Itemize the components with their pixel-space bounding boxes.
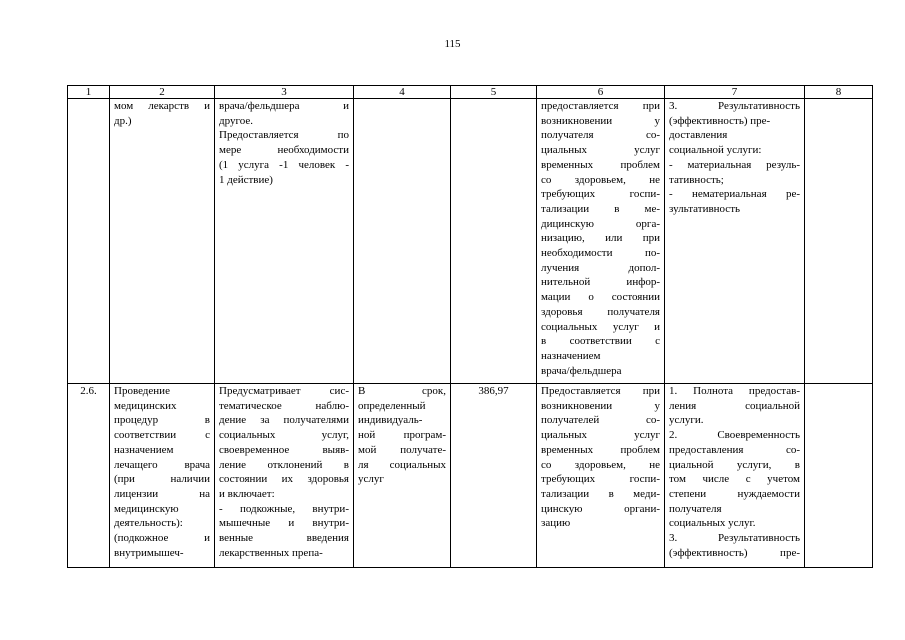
text-line: 2. Своевременность — [669, 429, 800, 442]
column-number: 1 — [68, 86, 110, 99]
text-line: 3. Результативность — [669, 100, 800, 112]
text-line: лицензии на — [114, 487, 210, 500]
text-line: лучения допол- — [541, 261, 660, 274]
text-line: внутримышеч- — [114, 546, 184, 559]
text-line: тализации в меди- — [541, 487, 660, 500]
text-line: услуг — [358, 473, 384, 486]
row-number-cell: 2.6. — [68, 384, 110, 568]
text-line: (при наличии — [114, 473, 210, 486]
column-number: 8 — [805, 86, 873, 99]
text-line: дицинскую орга- — [541, 217, 660, 230]
text-line: социальных услуг. — [669, 517, 756, 530]
row-number-cell — [68, 99, 110, 384]
deadline-cell — [354, 99, 451, 384]
text-line: мышечные и внутри- — [219, 517, 349, 530]
text-line: (эффективность) пре- — [669, 546, 800, 559]
service-description-cell — [215, 99, 354, 384]
text-line: требующих госпи- — [541, 473, 660, 486]
text-line: социальных услуг и — [541, 320, 660, 333]
text-line: тализации в ме- — [541, 202, 660, 215]
column-number: 6 — [537, 86, 665, 99]
text-line: ление отклонений в — [219, 458, 349, 471]
text-line: 1. Полнота предостав- — [669, 385, 800, 397]
services-table — [67, 85, 873, 568]
text-line: венные введения — [219, 532, 349, 545]
text-line: циальной услуги, в — [669, 458, 800, 471]
text-line: (1 услуга -1 человек - — [219, 158, 349, 171]
text-line: - нематериальная ре- — [669, 188, 800, 201]
column-number: 4 — [354, 86, 451, 99]
column-number: 5 — [451, 86, 537, 99]
text-line: получателей со- — [541, 414, 660, 427]
text-line: со здоровьем, не — [541, 173, 660, 186]
text-line: соответствии с — [114, 429, 210, 442]
column-number-row — [68, 86, 873, 99]
text-line: получателя со- — [541, 129, 660, 142]
text-line: предоставляется при — [541, 100, 660, 112]
text-line: деятельность): — [114, 517, 183, 530]
quality-indicators-cell — [665, 99, 805, 384]
text-line: здоровья получателя — [541, 305, 660, 318]
text-line: В срок, — [358, 385, 446, 397]
text-line: ля социальных — [358, 458, 446, 471]
text-line: Предоставляется по — [219, 129, 349, 142]
text-line: возникновении у — [541, 114, 660, 127]
text-line: состоянии их здоровья — [219, 473, 349, 486]
table-row — [68, 99, 873, 384]
text-line: дение за получателями — [219, 414, 349, 427]
text-line: врача/фельдшера — [541, 364, 622, 377]
quality-indicators-cell — [665, 384, 805, 568]
text-line: процедур в — [114, 414, 210, 427]
text-line: в соответствии с — [541, 335, 660, 348]
text-line: - подкожные, внутри- — [219, 502, 349, 515]
text-line: Предоставляется при — [541, 385, 660, 397]
text-line: индивидуаль- — [358, 414, 423, 427]
notes-cell — [805, 384, 873, 568]
text-line: нительной инфор- — [541, 276, 660, 289]
text-line: Предусматривает сис- — [219, 385, 349, 397]
text-line: получателя — [669, 502, 722, 515]
column-number: 3 — [215, 86, 354, 99]
text-line: зультативность — [669, 202, 741, 215]
text-line: низацию, или при — [541, 232, 660, 245]
conditions-cell — [537, 99, 665, 384]
text-line: зацию — [541, 517, 571, 530]
column-number: 7 — [665, 86, 805, 99]
text-line: необходимости по- — [541, 247, 660, 260]
text-line: предоставления со- — [669, 443, 800, 456]
text-line: цинскую органи- — [541, 502, 660, 515]
column-number: 2 — [110, 86, 215, 99]
text-line: медицинскую — [114, 502, 179, 515]
text-line: доставления — [669, 129, 728, 142]
text-line: социальной услуги: — [669, 144, 762, 157]
text-line: Проведение — [114, 385, 170, 397]
service-name-cell — [110, 384, 215, 568]
deadline-cell — [354, 384, 451, 568]
text-line: услуги. — [669, 414, 704, 427]
conditions-cell — [537, 384, 665, 568]
text-line: и включает: — [219, 487, 275, 500]
text-line: медицинских — [114, 399, 177, 412]
text-line: 3. Результативность — [669, 532, 800, 545]
table-row — [68, 384, 873, 568]
text-line: мой получате- — [358, 443, 446, 456]
text-line: своевременное выяв- — [219, 443, 349, 456]
tariff-cell — [451, 99, 537, 384]
text-line: ления социальной — [669, 399, 800, 412]
text-line: тативность; — [669, 173, 724, 186]
text-line: назначением — [114, 443, 174, 456]
text-line: степени нуждаемости — [669, 487, 800, 500]
text-line: возникновении у — [541, 399, 660, 412]
text-line: мации о состоянии — [541, 291, 660, 304]
text-line: назначением — [541, 349, 601, 362]
text-line: циальных услуг — [541, 429, 660, 442]
text-line: том числе с учетом — [669, 473, 800, 486]
text-line: лечащего врача — [114, 458, 210, 471]
text-line: - материальная резуль- — [669, 158, 800, 171]
text-line: врача/фельдшера и — [219, 100, 349, 112]
text-line: ной програм- — [358, 429, 446, 442]
text-line: социальных услуг, — [219, 429, 349, 442]
text-line: др.) — [114, 114, 132, 127]
text-line: мом лекарств и — [114, 100, 210, 112]
service-name-cell — [110, 99, 215, 384]
text-line: (подкожное и — [114, 532, 210, 545]
notes-cell — [805, 99, 873, 384]
service-description-cell — [215, 384, 354, 568]
text-line: временных проблем — [541, 443, 660, 456]
text-line: лекарственных препа- — [219, 546, 323, 559]
text-line: со здоровьем, не — [541, 458, 660, 471]
text-line: циальных услуг — [541, 144, 660, 157]
text-line: мере необходимости — [219, 144, 349, 157]
text-line: 1 действие) — [219, 173, 273, 186]
text-line: определенный — [358, 399, 426, 412]
text-line: требующих госпи- — [541, 188, 660, 201]
tariff-cell: 386,97 — [451, 384, 537, 568]
text-line: (эффективность) пре- — [669, 114, 771, 127]
page-number: 115 — [444, 38, 461, 50]
text-line: другое. — [219, 114, 253, 127]
text-line: тематическое наблю- — [219, 399, 349, 412]
text-line: временных проблем — [541, 158, 660, 171]
